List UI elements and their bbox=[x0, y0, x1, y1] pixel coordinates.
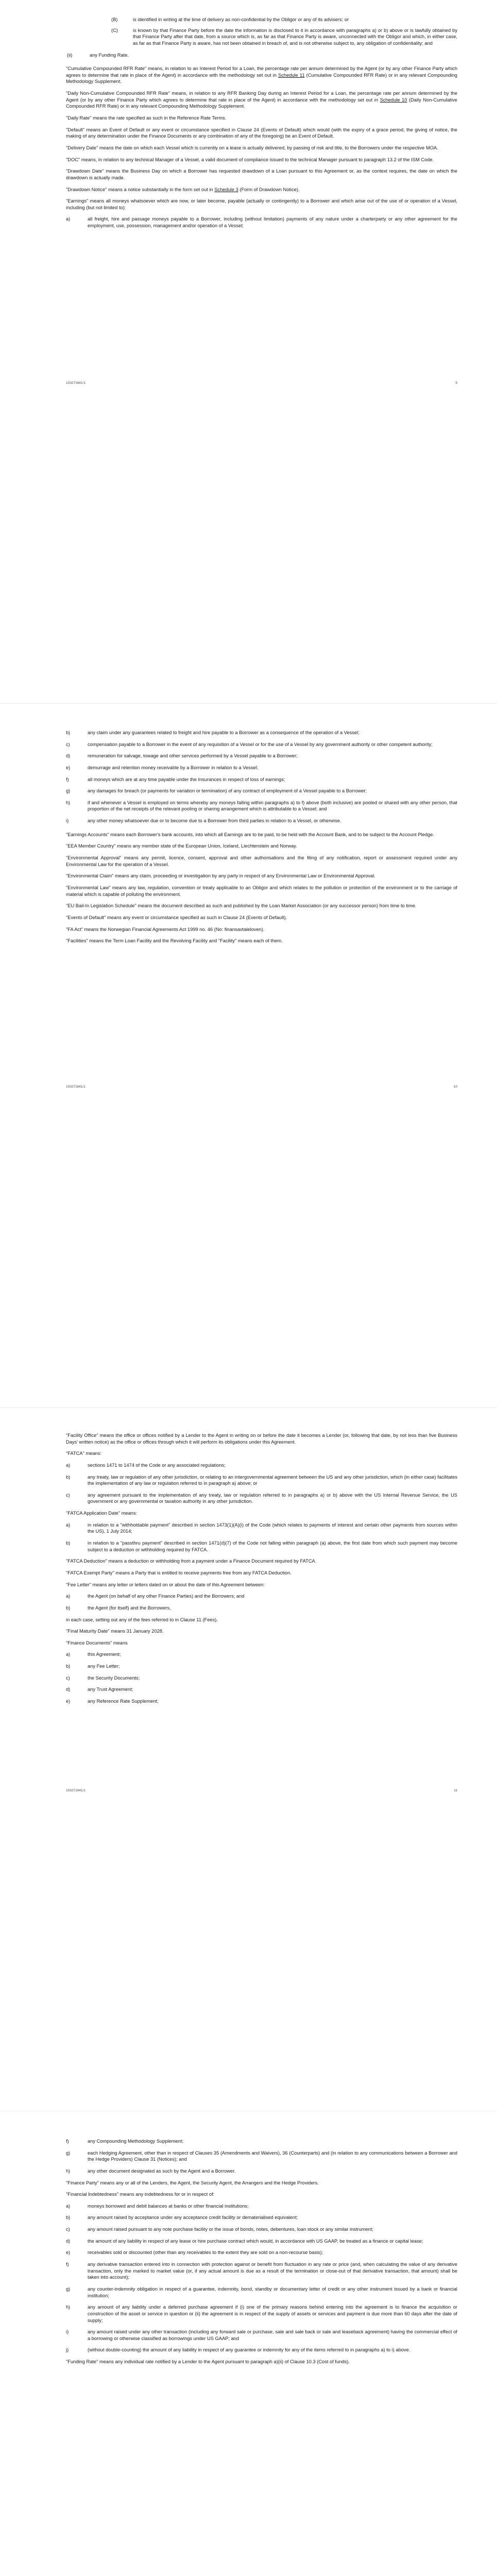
page-body bbox=[66, 16, 457, 234]
item-text: (without double-counting) the amount of any liability in respect of any guarantee or indemnity for any of the items referred to in paragraphs a) to i) above. bbox=[88, 2347, 410, 2353]
page-footer bbox=[66, 381, 457, 388]
definition-finance-documents: "Finance Documents" means bbox=[66, 1640, 128, 1646]
item-label: g) bbox=[66, 2150, 71, 2156]
item-label: h) bbox=[66, 800, 71, 805]
list-item bbox=[66, 2261, 457, 2281]
item-text: any other document designated as such by the Agent and a Borrower. bbox=[88, 2168, 236, 2174]
document-reference: 103271641/1 bbox=[66, 1789, 85, 1792]
definition-fatca-deduction: "FATCA Deduction" means a deduction or withholding from a payment under a Finance Document required by FATCA. bbox=[66, 1558, 317, 1564]
list-item bbox=[66, 2203, 457, 2210]
clause-item-C bbox=[66, 27, 457, 47]
definition-text: (Form of Drawdown Notice). bbox=[238, 187, 300, 192]
definition-earnings-accounts: "Earnings Accounts" means each Borrower's bank accounts, into which all Earnings are to be paid, to be held with the Account Bank, and to be subject to the Account Pledge. bbox=[66, 832, 434, 837]
item-text: any damages for breach (or payments for variation or termination) of any contract of employment of a Vessel payable to a Borrower; bbox=[88, 788, 367, 794]
item-label: e) bbox=[66, 1699, 71, 1704]
list-item bbox=[66, 1663, 457, 1670]
list-item bbox=[66, 1698, 457, 1705]
list-item bbox=[66, 818, 457, 824]
item-label: c) bbox=[66, 1675, 70, 1681]
definition-text: "Drawdown Notice" means a notice substantially in the form set out in bbox=[66, 187, 215, 192]
item-text: each Hedging Agreement, other than in respect of Clauses 35 (Amendments and Waivers), 36 (Counterparts) and (in relation to any communications between a Borrower and the Hedge Providers) Clause 31 (Notices); and bbox=[88, 2150, 457, 2162]
list-item bbox=[66, 741, 457, 748]
document-page-12 bbox=[0, 2111, 497, 2576]
item-label: a) bbox=[66, 1594, 71, 1599]
list-item bbox=[66, 2168, 457, 2175]
item-text: the amount of any liability in respect of any lease or hire purchase contract which would, in accordance with US GAAP, be treated as a finance or capital lease; bbox=[88, 2238, 423, 2244]
item-label: e) bbox=[66, 765, 71, 770]
definition-fatca: "FATCA" means: bbox=[66, 1451, 101, 1456]
list-item bbox=[66, 216, 457, 229]
item-text: the Security Documents; bbox=[88, 1675, 140, 1681]
document-page-9 bbox=[0, 0, 497, 703]
item-label: (B) bbox=[111, 17, 118, 22]
item-text: remuneration for salvage, towage and other services performed by a Vessel payable to a Borrower; bbox=[88, 753, 298, 759]
item-label: d) bbox=[66, 2238, 71, 2244]
definition-final-maturity-date: "Final Maturity Date" means 31 January 2028. bbox=[66, 1629, 164, 1634]
item-label: b) bbox=[66, 1474, 71, 1480]
item-text: if and whenever a Vessel is employed on terms whereby any moneys falling within paragraphs a) to f) above (both inclusive) are pooled or shared with any other person, that proportion of the net receipts of the relevant pooling or sharing arrangement which is attributable to a Vessel; and bbox=[88, 800, 457, 812]
definition-facilities: "Facilities" means the Term Loan Facility and the Revolving Facility and "Facility" means each of them. bbox=[66, 938, 283, 944]
item-label: e) bbox=[66, 2250, 71, 2256]
schedule-reference-link[interactable]: Schedule 11 bbox=[278, 72, 305, 78]
item-text: any other money whatsoever due or to become due to a Borrower from third parties in relation to a Vessel, or otherwise. bbox=[88, 818, 341, 824]
item-label: a) bbox=[66, 1522, 71, 1528]
item-text: any amount raised pursuant to any note purchase facility or the issue of bonds, notes, debentures, loan stock or any similar instrument; bbox=[88, 2227, 374, 2232]
item-label: h) bbox=[66, 2168, 71, 2174]
page-number: 11 bbox=[454, 1789, 457, 1792]
definition-text: "Daily Non-Cumulative Compounded RFR Rate" means, in relation to any RFR Banking Day during an Interest Period for a Loan, the percentage rate per annum determined by the Agent (or by any other Finance Party which agrees to determine that rate in place of the Agent) in accordance with the methodology set out in bbox=[66, 91, 457, 103]
definition-doc: "DOC" means, in relation to any technical Manager of a Vessel, a valid document of compliance issued to the technical Manager pursuant to paragraph 13.2 of the ISM Code. bbox=[66, 157, 434, 162]
item-text: any claim under any guarantees related to freight and hire payable to a Borrower as a consequence of the operation of a Vessel; bbox=[88, 730, 359, 735]
item-label: f) bbox=[66, 2262, 69, 2267]
item-text: any amount raised under any other transaction (including any forward sale or purchase, sale and sale back or sale and leaseback agreement) having the commercial effect of a borrowing or otherwise classified as borrowings under US GAAP; and bbox=[88, 2329, 457, 2341]
item-label: i) bbox=[66, 818, 69, 824]
item-text: moneys borrowed and debit balances at banks or other financial institutions; bbox=[88, 2203, 249, 2209]
item-label: d) bbox=[66, 753, 71, 759]
definition-fatca-exempt-party: "FATCA Exempt Party" means a Party that is entitled to receive payments free from any FATCA Deduction. bbox=[66, 1570, 292, 1575]
fee-letter-tail: in each case, setting out any of the fees referred to in Clause 11 (Fees). bbox=[66, 1617, 218, 1622]
item-label: f) bbox=[66, 776, 69, 782]
list-item bbox=[66, 788, 457, 794]
list-item bbox=[66, 2214, 457, 2221]
definition-text: (Cumulative Compounded RFR Rate) or in any relevant Compounding Methodology Supplement. bbox=[66, 72, 457, 84]
list-item bbox=[66, 776, 457, 783]
item-text: all freight, hire and passage moneys payable to a Borrower, including (without limitation) payments of any nature under a charterparty or any other agreement for the employment, use, possession, management and/or operation of a Vessel; bbox=[88, 216, 457, 229]
definition-finance-party: "Finance Party" means any or all of the Lenders, the Agent, the Security Agent, the Arrangers and the Hedge Providers. bbox=[66, 2180, 319, 2185]
item-text: the Agent (on behalf of any other Finance Parties) and the Borrowers; and bbox=[88, 1594, 245, 1599]
item-text: any derivative transaction entered into in connection with protection against or benefit from fluctuation in any rate or price (and, when calculating the value of any derivative transaction, only the marked to market value (or, if any actual amount is due as a result of the termination or close-out of that derivative transaction, that amount) shall be taken into account); bbox=[88, 2262, 457, 2280]
item-label: g) bbox=[66, 2286, 71, 2292]
list-item bbox=[66, 1651, 457, 1658]
document-reference: 103271641/1 bbox=[66, 381, 85, 385]
item-label: b) bbox=[66, 730, 71, 735]
item-label: a) bbox=[66, 1652, 71, 1657]
item-label: h) bbox=[66, 2304, 71, 2310]
definition-default: "Default" means an Event of Default or any event or circumstance specified in Clause 24 (Events of Default) which would (with the expiry of a grace period, the giving of notice, the making of any determination under the Finance Documents or any combination of any of the foregoing) be an Event of Default. bbox=[66, 127, 457, 139]
item-text: all moneys which are at any time payable under the Insurances in respect of loss of earnings; bbox=[88, 776, 285, 782]
list-item bbox=[66, 753, 457, 759]
clause-item-ii bbox=[66, 52, 457, 59]
definition-financial-indebtedness: "Financial Indebtedness" means any indebtedness for or in respect of: bbox=[66, 2192, 215, 2197]
item-text: compensation payable to a Borrower in the event of any requisition of a Vessel or for the use of a Vessel by any government authority or other competent authority; bbox=[88, 741, 433, 747]
item-text: is known by that Finance Party before the date the information is disclosed to it in accordance with paragraphs a) or b) above or is lawfully obtained by that Finance Party after that date, from a source which is, as far as that Finance Party is aware, unconnected with the Obligor and which, in either case, as far as that Finance Party is aware, has not been obtained in breach of, and is not otherwise subject to, any obligation of confidentiality; and bbox=[133, 27, 457, 46]
list-item bbox=[66, 2138, 457, 2145]
item-text: any counter-indemnity obligation in respect of a guarantee, indemnity, bond, standby or documentary letter of credit or any other instrument issued by a bank or financial institution; bbox=[88, 2286, 457, 2298]
schedule-reference-link[interactable]: Schedule 10 bbox=[380, 97, 407, 103]
item-text: sections 1471 to 1474 of the Code or any associated regulations; bbox=[88, 1462, 226, 1468]
item-text: any agreement pursuant to the implementation of any treaty, law or regulation referred to in paragraphs a) or b) above with the US Internal Revenue Service, the US government or any governmental or taxation authority in any other jurisdiction. bbox=[88, 1492, 457, 1504]
item-text: any Fee Letter; bbox=[88, 1664, 120, 1669]
item-text: is identified in writing at the time of delivery as non-confidential by the Obligor or any of its advisers; or bbox=[133, 17, 349, 22]
list-item bbox=[66, 2329, 457, 2342]
item-label: (ii) bbox=[67, 52, 73, 58]
item-text: this Agreement; bbox=[88, 1652, 121, 1657]
item-text: any Compounding Methodology Supplement; bbox=[88, 2139, 184, 2144]
definition-eea-member-country: "EEA Member Country" means any member state of the European Union, Iceland, Liechtenstein and Norway. bbox=[66, 843, 297, 849]
page-number: 10 bbox=[453, 1085, 457, 1089]
clause-item-B bbox=[66, 16, 457, 23]
list-item bbox=[66, 2304, 457, 2324]
schedule-reference-link[interactable]: Schedule 3 bbox=[214, 187, 238, 192]
definition-text: "Cumulative Compounded RFR Rate" means, in relation to an Interest Period for a Loan, the percentage rate per annum determined by the Agent (or by any other Finance Party which agrees to determine that rate in place of the Agent) in accordance with the methodology set out in bbox=[66, 66, 457, 78]
item-text: any amount raised by acceptance under any acceptance credit facility or dematerialised equivalent; bbox=[88, 2215, 298, 2221]
list-item bbox=[66, 1540, 457, 1553]
item-text: any Funding Rate. bbox=[90, 52, 129, 58]
item-text: in relation to a "passthru payment" described in section 1471(d)(7) of the Code not falling within paragraph (a) above, the first date from which such payment may become subject to a deduction or withholding required by FATCA. bbox=[88, 1540, 457, 1552]
definition-fa-act: "FA Act" means the Norwegian Financial Agreements Act 1999 no. 46 (No: finansavtaleloven). bbox=[66, 926, 265, 932]
item-text: any Reference Rate Supplement; bbox=[88, 1699, 159, 1704]
definition-drawdown-notice bbox=[66, 187, 457, 193]
list-item bbox=[66, 2249, 457, 2256]
page-body bbox=[66, 730, 457, 950]
list-item bbox=[66, 2347, 457, 2353]
list-item bbox=[66, 1492, 457, 1505]
definition-text: (Daily Non-Cumulative Compounded RFR Rate) or in any relevant Compounding Methodology Supplement. bbox=[66, 97, 457, 109]
item-label: j) bbox=[66, 2347, 69, 2353]
item-text: any amount of any liability under a deferred purchase agreement if (i) one of the primary reasons behind entering into the agreement is to finance the acquisition or construction of the asset or service in question or (ii) the agreement is in respect of the supply of assets or services and payment is due more than 60 days after the date of supply; bbox=[88, 2304, 457, 2323]
list-item bbox=[66, 1522, 457, 1535]
document-reference: 103271641/1 bbox=[66, 1085, 85, 1089]
item-text: in relation to a "withholdable payment" described in section 1473(1)(A)(i) of the Code (which relates to payments of interest and certain other payments from sources within the US), 1 July 2014; bbox=[88, 1522, 457, 1534]
definition-drawdown-date: "Drawdown Date" means the Business Day on which a Borrower has requested drawdown of a Loan pursuant to this Agreement or, as the context requires, the date on which the drawdown is actually made. bbox=[66, 168, 457, 180]
definition-funding-rate: "Funding Rate" means any individual rate notified by a Lender to the Agent pursuant to paragraph a)(ii) of Clause 10.3 (Cost of funds). bbox=[66, 2359, 350, 2365]
list-item bbox=[66, 1605, 457, 1612]
page-body bbox=[66, 1432, 457, 1710]
definition-environmental-claim: "Environmental Claim" means any claim, proceeding or investigation by any party in respect of any Environmental Law or Environmental Approval. bbox=[66, 873, 375, 879]
document-page-11 bbox=[0, 1408, 497, 2111]
list-item bbox=[66, 2150, 457, 2163]
item-label: b) bbox=[66, 1540, 71, 1546]
page-footer bbox=[66, 1789, 457, 1796]
list-item bbox=[66, 2238, 457, 2245]
definition-fee-letter: "Fee Letter" means any letter or letters dated on or about the date of this Agreement between: bbox=[66, 1582, 265, 1587]
list-item bbox=[66, 730, 457, 736]
page-number: 9 bbox=[455, 381, 457, 385]
definition-daily-rate: "Daily Rate" means the rate specified as such in the Reference Rate Terms. bbox=[66, 115, 227, 121]
definition-events-of-default: "Events of Default" means any event or circumstance specified as such in Clause 24 (Events of Default). bbox=[66, 914, 287, 920]
definition-eu-bail-in-schedule: "EU Bail-In Legislation Schedule" means the document described as such and published by the Loan Market Association (or any successor person) from time to time. bbox=[66, 903, 417, 909]
item-label: c) bbox=[66, 2227, 70, 2232]
document-page-10 bbox=[0, 704, 497, 1407]
definition-environmental-approval: "Environmental Approval" means any permit, licence, consent, approval and other authorisations and the filing of any notification, report or assessment required under any Environmental Law for the operation of a Vessel. bbox=[66, 855, 457, 867]
item-label: (C) bbox=[111, 27, 118, 33]
item-text: receivables sold or discounted (other than any receivables to the extent they are sold on a non-recourse basis); bbox=[88, 2250, 323, 2256]
list-item bbox=[66, 2226, 457, 2233]
item-text: the Agent (for itself) and the Borrowers, bbox=[88, 1605, 171, 1611]
list-item bbox=[66, 1675, 457, 1682]
item-label: b) bbox=[66, 1664, 71, 1669]
item-text: any Trust Agreement; bbox=[88, 1687, 133, 1692]
definition-facility-office: "Facility Office" means the office or offices notified by a Lender to the Agent in writing on or before the date it becomes a Lender (or, following that date, by not less than five Business Days' written notice) as the office or offices through which it will perform its obligations under this Agreement. bbox=[66, 1433, 457, 1445]
list-item bbox=[66, 1686, 457, 1693]
list-item bbox=[66, 1474, 457, 1487]
item-label: a) bbox=[66, 2203, 71, 2209]
list-item bbox=[66, 765, 457, 771]
item-label: i) bbox=[66, 2329, 69, 2335]
item-text: demurrage and retention money receivable by a Borrower in relation to a Vessel; bbox=[88, 765, 259, 770]
item-label: a) bbox=[66, 216, 71, 222]
item-label: c) bbox=[66, 1492, 70, 1498]
item-text: any treaty, law or regulation of any other jurisdiction, or relating to an intergovernmental agreement between the US and any other jurisdiction, which (in either case) facilitates the implementation of any law or regulation referred to in paragraph a) above; or bbox=[88, 1474, 457, 1486]
list-item bbox=[66, 2286, 457, 2299]
list-item bbox=[66, 1593, 457, 1600]
list-item bbox=[66, 800, 457, 812]
definition-cumulative-compounded-rfr-rate bbox=[66, 65, 457, 85]
definition-environmental-law: "Environmental Law" means any law, regulation, convention or treaty applicable to an Obligor and which relates to the pollution or protection of the environment or to the carriage of material which is capable of polluting the environment. bbox=[66, 885, 457, 897]
item-label: c) bbox=[66, 741, 70, 747]
item-label: a) bbox=[66, 1462, 71, 1468]
page-footer bbox=[66, 1085, 457, 1092]
definition-delivery-date: "Delivery Date" means the date on which each Vessel which is currently on a lease is actually delivered, by passing of risk and title, to the Borrowers under the respective MOA. bbox=[66, 145, 438, 150]
item-label: f) bbox=[66, 2139, 69, 2144]
item-label: d) bbox=[66, 1687, 71, 1692]
list-item bbox=[66, 1462, 457, 1469]
definition-fatca-application-date: "FATCA Application Date" means: bbox=[66, 1511, 138, 1516]
definition-daily-non-cumulative-rfr-rate bbox=[66, 90, 457, 110]
page-body bbox=[66, 2138, 457, 2370]
item-label: b) bbox=[66, 1605, 71, 1611]
item-label: g) bbox=[66, 788, 71, 794]
item-label: b) bbox=[66, 2215, 71, 2221]
definition-earnings: "Earnings" means all moneys whatsoever which are now, or later become, payable (actually or contingently) to a Borrower and which arise out of the use of or operation of a Vessel, including (but not limited to): bbox=[66, 198, 457, 210]
